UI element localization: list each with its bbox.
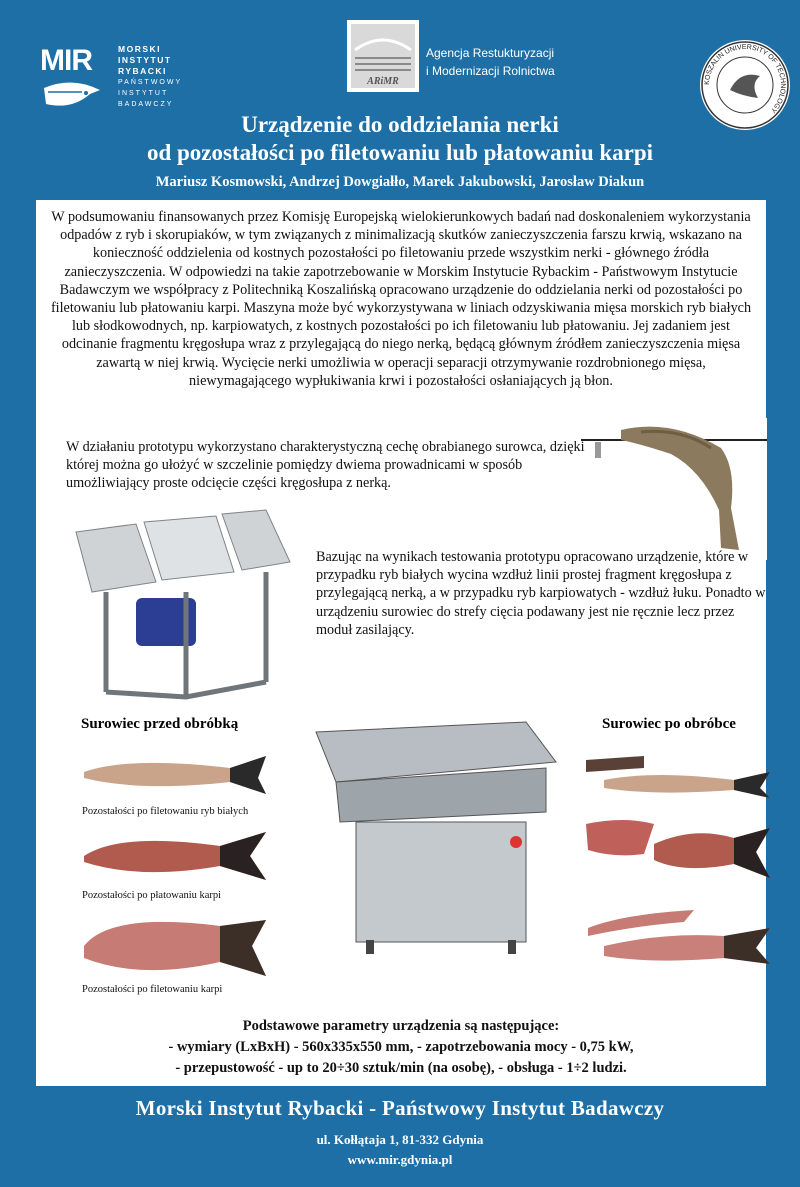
footer-address: ul. Kołłątaja 1, 81-332 Gdynia xyxy=(316,1132,484,1147)
carp-fillet-remains-image xyxy=(80,906,270,982)
before-processing-heading: Surowiec przed obróbką xyxy=(81,716,239,732)
parameters-block xyxy=(36,1016,766,1079)
caption-white-fish: Pozostałości po filetowaniu ryb białych xyxy=(82,806,249,817)
arimr-logo xyxy=(347,20,419,92)
processed-carp-split-image xyxy=(584,814,774,886)
processed-carp-fillet-image xyxy=(584,906,774,966)
svg-text:KOSZALIN UNIVERSITY OF TECHNOL: KOSZALIN UNIVERSITY OF TECHNOLOGY xyxy=(703,43,787,114)
intro-paragraph: W podsumowaniu finansowanych przez Komisję Europejską wielokierunkowych badań nad doskonaleniem wykorzystania odpadów z ryb i skorupiaków, w tym związanych z minimalizacją skutków zanieczyszczenia farszu krwią, wskazano na konieczność oddzielenia od kostnych pozostałości po filetowaniu przede wszystkim nerki - głównego źródła zanieczyszczenia. W odpowiedzi na takie zapotrzebowanie w Morskim Instytucie Rybackim - Państwowym Instytucie Badawczym we współpracy z Politechniką Koszalińską opracowano urządzenie do oddzielania nerki od pozostałości po filetowaniu lub płatowaniu karpi. Maszyna może być wykorzystywana w liniach odzyskiwania mięsa morskich ryb białych lub słodkowodnych, np. karpiowatych, z kostnych pozostałości po ich filetowaniu lub płatowaniu. Jej zadaniem jest odcinanie fragmentu kręgosłupa wraz z przylegającą do niego nerką, będącą głównym źródłem zanieczyszczenia mięsa zawartą w niej krwią. Wycięcie nerki umożliwia w operacji separacji otrzymywanie rozdrobnionego mięsa, niewymagającego wypłukiwania krwi i pozostałości osłaniających ją błon. xyxy=(50,209,752,389)
processed-white-fish-image xyxy=(584,750,774,800)
footer-institute-name: Morski Instytut Rybacki - Państwowy Instytut Badawczy xyxy=(135,1096,665,1120)
authors: Mariusz Kosmowski, Andrzej Dowgiałło, Marek Jakubowski, Jarosław Diakun xyxy=(155,174,645,190)
parameters-line2: - przepustowość - up to 20÷30 sztuk/min (na osobę), - obsługa - 1÷2 ludzi. xyxy=(175,1060,627,1076)
caption-carp-fillet: Pozostałości po filetowaniu karpi xyxy=(82,984,223,995)
mir-name-lines: MORSKI INSTYTUT RYBACKI PAŃSTWOWY INSTYTUT BADAWCZY xyxy=(118,44,183,108)
arimr-name: Agencja Restukturyzacji i Modernizacji Rolnictwa xyxy=(426,46,555,78)
mir-acronym: MIR xyxy=(40,44,92,77)
poster-title-line2: od pozostałości po filetowaniu lub płatowaniu karpi xyxy=(146,140,654,165)
poster-title-line1: Urządzenie do oddzielania nerki xyxy=(241,112,559,137)
parameters-heading: Podstawowe parametry urządzenia są następujące: xyxy=(242,1018,560,1034)
poster-header xyxy=(0,0,800,200)
carp-split-remains-image xyxy=(80,822,270,886)
prototype-machine-image xyxy=(66,502,298,702)
final-device-image xyxy=(296,692,566,962)
parameters-line1: - wymiary (LxBxH) - 560x335x550 mm, - zapotrzebowania mocy - 0,75 kW, xyxy=(168,1039,634,1055)
final-device-paragraph: Bazując na wynikach testowania prototypu opracowano urządzenie, które w przypadku ryb białych wycina wzdłuż linii prostej fragment kręgosłupa z przylegającą nerką, a w przypadku ryb karpiowatych - wzdłuż łuku. Ponadto w urządzeniu surowiec do strefy cięcia podawany jest nie ręcznie lecz przez moduł zasilający. xyxy=(316,549,766,638)
svg-text:ARiMR: ARiMR xyxy=(367,76,399,87)
mir-logo xyxy=(40,40,183,120)
after-processing-heading: Surowiec po obróbce xyxy=(602,716,736,732)
prototype-paragraph: W działaniu prototypu wykorzystano charakterystyczną cechę obrabianego surowca, dzięki której można go ułożyć w szczelinie pomiędzy dwiema prowadnicami w sposób umożliwiający proste odcięcie części kręgosłupa z nerką. xyxy=(66,439,585,492)
caption-carp-split: Pozostałości po płatowaniu karpi xyxy=(82,890,222,901)
fish-logo-icon xyxy=(42,80,104,114)
footer-website-link[interactable]: www.mir.gdynia.pl xyxy=(347,1152,453,1167)
white-fish-remains-image xyxy=(80,748,270,800)
content-panel xyxy=(36,200,766,1086)
fish-in-guide-image xyxy=(581,418,767,560)
